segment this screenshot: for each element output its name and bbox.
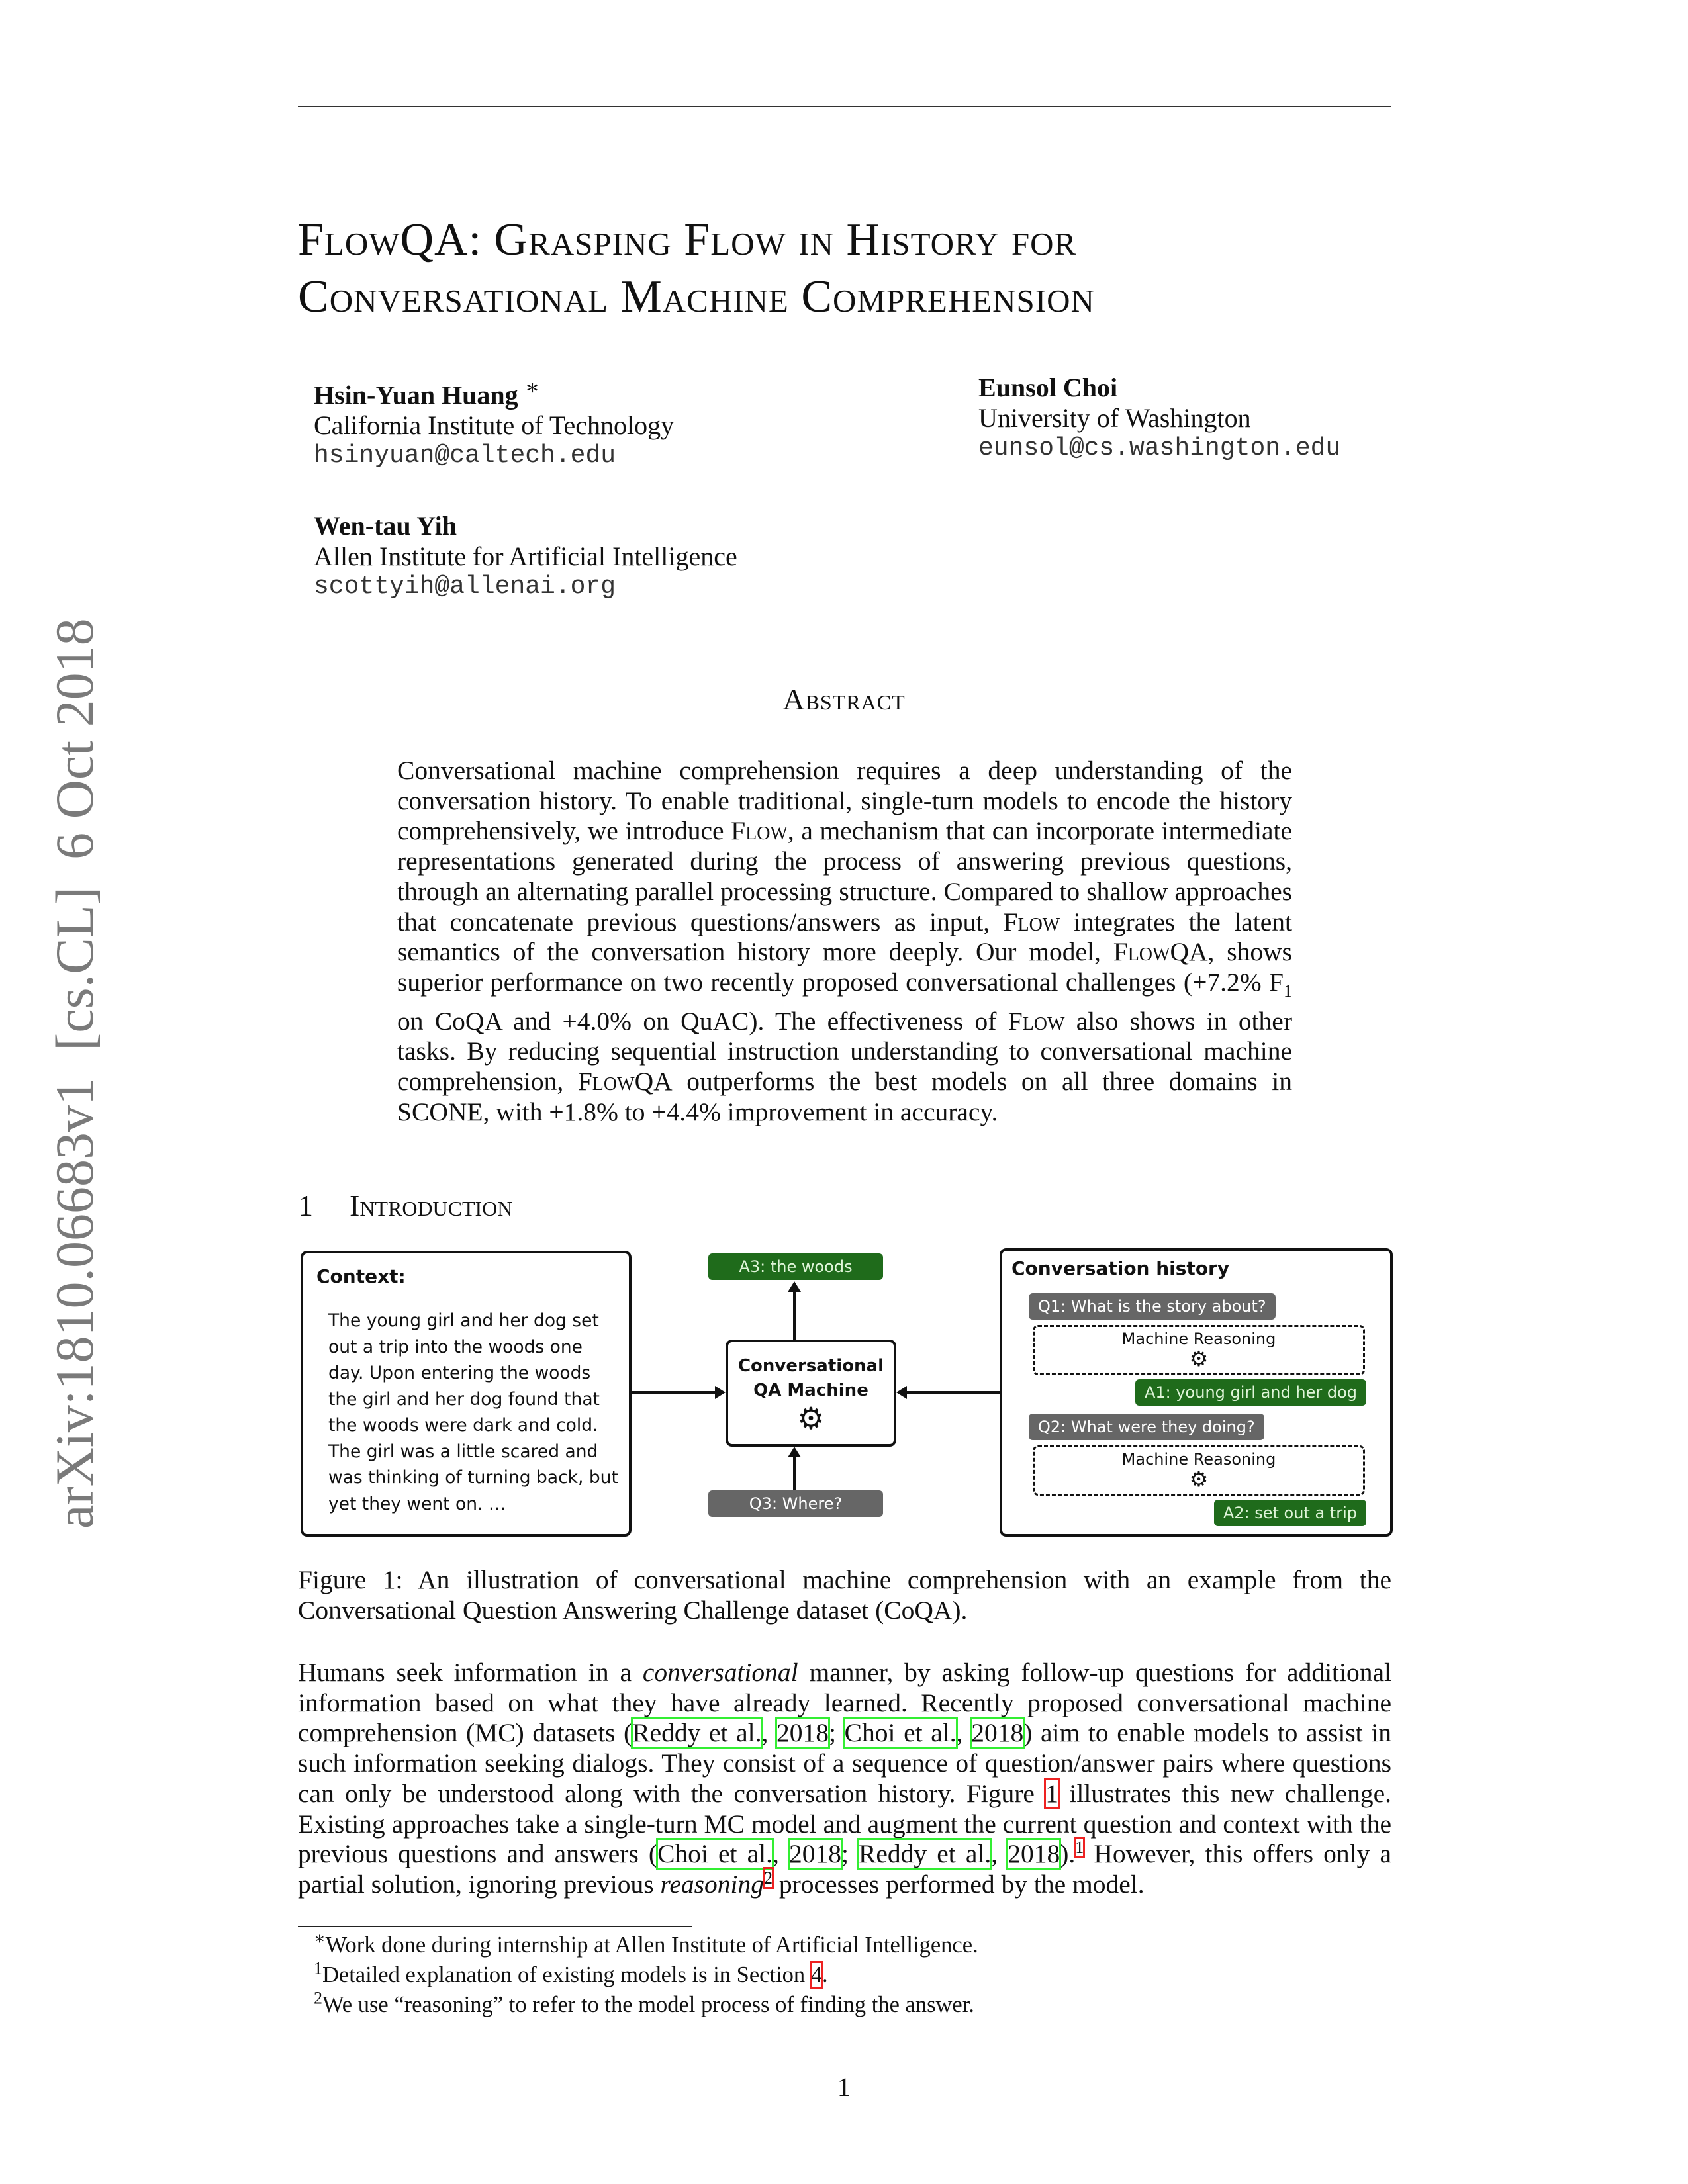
question-q1-pill: Q1: What is the story about? [1029, 1293, 1276, 1320]
context-label: Context: [316, 1265, 406, 1287]
body-text: Humans seek information in a [298, 1658, 643, 1687]
qa-machine-box [726, 1340, 896, 1447]
author-block [314, 373, 674, 471]
intro-paragraph: Humans seek information in a conversational manner, by asking follow-up questions for additional information based on what they have already learned. Recently proposed conversational machine comprehension (MC) datasets (Reddy et al., 2018; Choi et al., 2018) aim to enable models to assist in such information seeking dialogs. They consist of a sequence of question/answer pairs where questions can only be understood along with the conversation history. Figure 1 illustrates this new challenge. Existing approaches take a single-turn MC model and augment the current question and context with the previous questions and answers (Choi et al., 2018; Reddy et al., 2018).$^1$ However, this offers only a partial solution, ignoring previous reasoning$^2$ processes performed by the model. [298, 1658, 1391, 1899]
citation-link[interactable]: Choi et al. [657, 1839, 773, 1869]
arrow-machine-to-answer [793, 1292, 796, 1340]
model-name: FlowQA [1113, 937, 1208, 967]
footnote-mark: ∗ [314, 1929, 326, 1948]
method-name: Flow [731, 816, 788, 846]
author-email[interactable]: scottyih@allenai.org [314, 572, 616, 601]
footnote-mark: 2 [314, 1988, 322, 2008]
footnote-text: Detailed explanation of existing models is in Section [322, 1962, 811, 1987]
question-q3-pill: Q3: Where? [708, 1490, 883, 1517]
abstract-text: also shows in other tasks. By reducing sequential instruction understanding to conversational machine comprehension, [397, 1006, 1292, 1096]
arrow-head-icon [896, 1386, 907, 1399]
body-text: ). [1060, 1839, 1076, 1869]
footnote-rule [298, 1926, 692, 1927]
section-title: Introduction [350, 1189, 513, 1222]
abstract-text: integrates the latent semantics of the conversation history more deeply. Our model, [397, 907, 1292, 967]
footnote-text: . [822, 1962, 828, 1987]
abstract-text: Conversational machine comprehension requires a deep understanding of the conversation history. To enable traditional, single-turn models to encode the history comprehensively, we introduce [397, 756, 1292, 846]
arrow-question-to-machine [793, 1457, 796, 1490]
author-affiliation: University of Washington [978, 403, 1251, 433]
answer-a3-pill: A3: the woods [708, 1253, 883, 1280]
model-name: FlowQA [577, 1066, 673, 1096]
body-text: However, this offers only a partial solution, ignoring previous [298, 1839, 1391, 1899]
f1-subscript: 1 [1284, 981, 1292, 1001]
footnote-mark: 1 [314, 1958, 322, 1978]
context-box [301, 1251, 632, 1537]
emphasis: conversational [642, 1658, 798, 1687]
header-rule [298, 106, 1391, 107]
machine-reasoning-box [1033, 1445, 1365, 1496]
qa-machine-label-line1: Conversational [737, 1356, 884, 1376]
footnote [314, 1931, 1406, 1960]
author-name: Wen-tau Yih [314, 511, 457, 541]
author-name: Hsin-Yuan Huang [314, 380, 518, 410]
qa-machine-label-line2: QA Machine [753, 1381, 868, 1400]
page-number: 1 [837, 2072, 851, 2102]
footnote-ref-link[interactable]: 1 [1075, 1838, 1084, 1858]
author-affiliation: California Institute of Technology [314, 410, 675, 441]
machine-reasoning-box [1033, 1325, 1365, 1375]
abstract-text: , a mechanism that can incorporate intermediate representations generated during the process of answering previous questions, through an alternating parallel processing structure. Compared to shallow approaches that concatenate previous questions/answers as input, [397, 816, 1292, 936]
body-text: manner, by asking follow-up questions for additional information based on what they have already learned. Recently proposed conversational machine comprehension (MC) datasets ( [298, 1658, 1391, 1748]
citation-year-link[interactable]: 2018 [788, 1839, 841, 1869]
arrow-head-icon [788, 1447, 801, 1457]
body-text: processes performed by the model. [773, 1869, 1145, 1899]
citation-year-link[interactable]: 2018 [971, 1718, 1024, 1748]
gear-icon: ⚙ [1189, 1467, 1209, 1492]
paper-title [298, 212, 1423, 326]
arrow-head-icon [715, 1386, 726, 1399]
abstract-text: on CoQA and +4.0% on QuAC). The effectiveness of [397, 1006, 1008, 1036]
author-email[interactable]: hsinyuan@caltech.edu [314, 441, 616, 471]
answer-a2-pill: A2: set out a trip [1214, 1500, 1366, 1526]
citation-link[interactable]: Reddy et al. [632, 1718, 762, 1748]
arrow-head-icon [788, 1281, 801, 1292]
abstract-heading: Abstract [782, 682, 906, 716]
abstract-text: , shows superior performance on two recently proposed conversational challenges (+7.2% F [397, 937, 1292, 997]
citation-year-link[interactable]: 2018 [1008, 1839, 1060, 1869]
footnote-text: We use “reasoning” to refer to the model process of finding the answer. [322, 1992, 974, 2017]
arxiv-identifier: arXiv:1810.06683v1 [cs.CL] 6 Oct 2018 [44, 618, 105, 1529]
abstract-text: outperforms the best models on all three domains in SCONE, with +1.8% to +4.4% improvement in accuracy. [397, 1066, 1292, 1126]
emphasis: reasoning [660, 1869, 764, 1899]
author-block [314, 511, 737, 602]
qa-machine-label [728, 1354, 894, 1403]
author-email[interactable]: eunsol@cs.washington.edu [978, 434, 1341, 463]
footnotes [314, 1931, 1406, 2020]
section-heading [298, 1188, 512, 1223]
question-q2-pill: Q2: What were they doing? [1029, 1414, 1264, 1440]
citation-link[interactable]: Choi et al. [844, 1718, 957, 1748]
machine-reasoning-label: Machine Reasoning [1121, 1330, 1276, 1348]
answer-a1-pill: A1: young girl and her dog [1135, 1379, 1366, 1406]
figure-caption: Figure 1: An illustration of conversational machine comprehension with an example from the Conversational Question Answering Challenge dataset (CoQA). [298, 1565, 1391, 1625]
arrow-history-to-machine [907, 1391, 1000, 1394]
conversation-history-box [1000, 1248, 1393, 1537]
body-text: ) aim to enable models to assist in such information seeking dialogs. They consist of a sequence of question/answer pairs where questions can only be understood along with the conversation history. Figure [298, 1718, 1391, 1808]
author-name: Eunsol Choi [978, 373, 1118, 402]
footnote [314, 1990, 1406, 2020]
figure-1 [298, 1244, 1391, 1542]
gear-icon: ⚙ [797, 1400, 825, 1436]
method-name: Flow [1003, 907, 1060, 936]
gear-icon: ⚙ [1189, 1346, 1209, 1371]
footnote [314, 1960, 1406, 1990]
arrow-context-to-machine [632, 1391, 716, 1394]
title-line-2: Conversational Machine Comprehension [298, 271, 1095, 322]
footnote-text: Work done during internship at Allen Institute of Artificial Intelligence. [325, 1933, 978, 1958]
method-name: Flow [1008, 1006, 1065, 1036]
citation-link[interactable]: Reddy et al. [859, 1839, 992, 1869]
context-passage: The young girl and her dog set out a trip into the woods one day. Upon entering the woods the girl and her dog found that the woods were dark and cold. The girl was a little scared and was thinking of turning back, but yet they went on. … [328, 1310, 618, 1514]
machine-reasoning-label: Machine Reasoning [1121, 1450, 1276, 1469]
author-block [978, 373, 1340, 464]
body-text: illustrates this new challenge. Existing approaches take a single-turn MC model and augment the current question and context with the previous questions and answers ( [298, 1778, 1391, 1869]
footnote-ref-link[interactable]: 2 [764, 1868, 773, 1888]
abstract-body [397, 756, 1292, 1127]
author-footnote-mark: ∗ [524, 375, 540, 400]
title-line-1: FlowQA: Grasping Flow in History for [298, 214, 1077, 265]
history-label: Conversation history [1011, 1257, 1230, 1279]
section-ref-link[interactable]: 4 [810, 1962, 823, 1987]
author-affiliation: Allen Institute for Artificial Intelligence [314, 541, 737, 571]
section-number: 1 [298, 1189, 313, 1222]
citation-year-link[interactable]: 2018 [776, 1718, 829, 1748]
figure-ref-link[interactable]: 1 [1045, 1778, 1059, 1808]
